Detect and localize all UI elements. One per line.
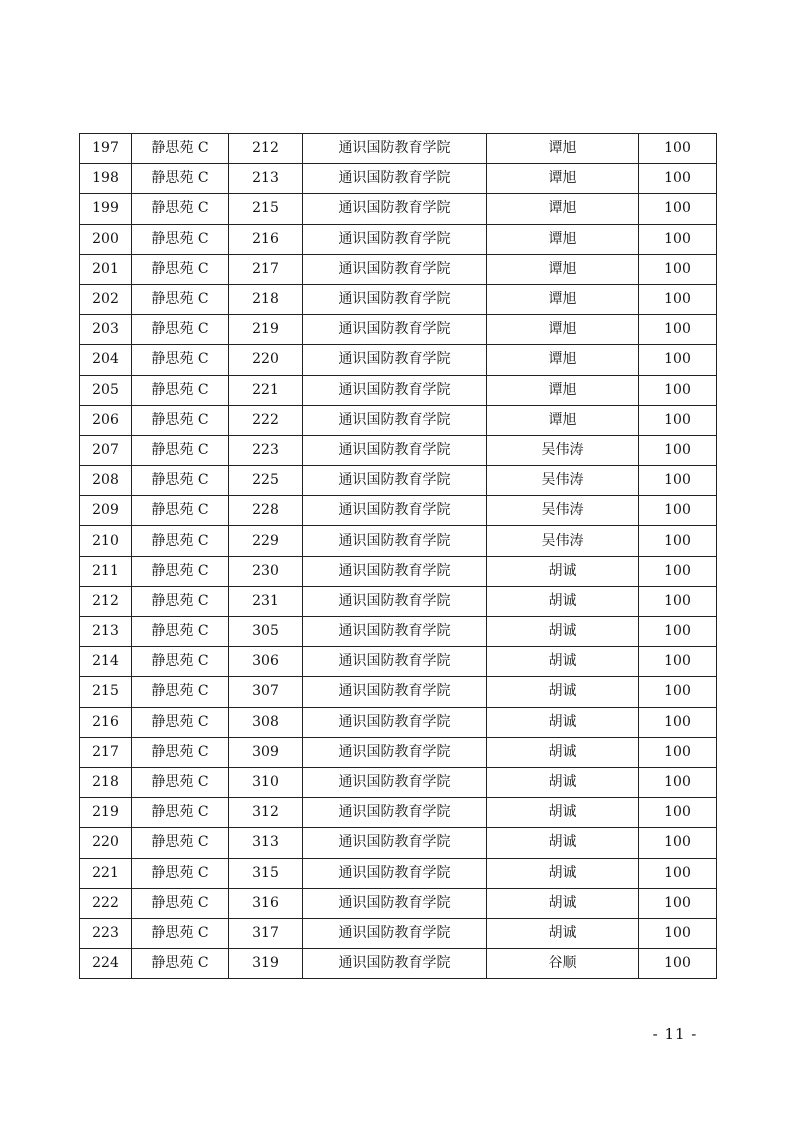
college-cell: 通识国防教育学院 xyxy=(303,466,487,496)
building-cell: 静思苑 C xyxy=(132,798,229,828)
building-cell: 静思苑 C xyxy=(132,345,229,375)
room-number-cell: 312 xyxy=(229,798,303,828)
building-cell: 静思苑 C xyxy=(132,134,229,164)
row-index-cell: 215 xyxy=(80,677,132,707)
score-cell: 100 xyxy=(639,858,717,888)
college-cell: 通识国防教育学院 xyxy=(303,254,487,284)
room-number-cell: 308 xyxy=(229,707,303,737)
score-cell: 100 xyxy=(639,647,717,677)
college-cell: 通识国防教育学院 xyxy=(303,949,487,979)
score-cell: 100 xyxy=(639,737,717,767)
score-cell: 100 xyxy=(639,345,717,375)
room-number-cell: 219 xyxy=(229,315,303,345)
score-cell: 100 xyxy=(639,526,717,556)
row-index-cell: 209 xyxy=(80,496,132,526)
counselor-cell: 吴伟涛 xyxy=(487,526,639,556)
building-cell: 静思苑 C xyxy=(132,405,229,435)
row-index-cell: 221 xyxy=(80,858,132,888)
row-index-cell: 201 xyxy=(80,254,132,284)
counselor-cell: 胡诚 xyxy=(487,617,639,647)
table-row xyxy=(80,828,717,858)
room-number-cell: 305 xyxy=(229,617,303,647)
row-index-cell: 214 xyxy=(80,647,132,677)
counselor-cell: 谭旭 xyxy=(487,134,639,164)
table-row xyxy=(80,526,717,556)
college-cell: 通识国防教育学院 xyxy=(303,194,487,224)
table-row xyxy=(80,586,717,616)
page-number: - 11 - xyxy=(652,1025,698,1043)
score-cell: 100 xyxy=(639,315,717,345)
row-index-cell: 205 xyxy=(80,375,132,405)
college-cell: 通识国防教育学院 xyxy=(303,918,487,948)
row-index-cell: 204 xyxy=(80,345,132,375)
row-index-cell: 198 xyxy=(80,164,132,194)
row-index-cell: 213 xyxy=(80,617,132,647)
row-index-cell: 210 xyxy=(80,526,132,556)
building-cell: 静思苑 C xyxy=(132,435,229,465)
score-cell: 100 xyxy=(639,375,717,405)
table-row xyxy=(80,284,717,314)
table-row xyxy=(80,375,717,405)
counselor-cell: 胡诚 xyxy=(487,586,639,616)
building-cell: 静思苑 C xyxy=(132,315,229,345)
college-cell: 通识国防教育学院 xyxy=(303,526,487,556)
table-row xyxy=(80,194,717,224)
building-cell: 静思苑 C xyxy=(132,526,229,556)
counselor-cell: 胡诚 xyxy=(487,647,639,677)
row-index-cell: 197 xyxy=(80,134,132,164)
college-cell: 通识国防教育学院 xyxy=(303,496,487,526)
table-row xyxy=(80,798,717,828)
row-index-cell: 202 xyxy=(80,284,132,314)
building-cell: 静思苑 C xyxy=(132,254,229,284)
room-number-cell: 306 xyxy=(229,647,303,677)
room-number-cell: 231 xyxy=(229,586,303,616)
counselor-cell: 吴伟涛 xyxy=(487,435,639,465)
score-cell: 100 xyxy=(639,918,717,948)
college-cell: 通识国防教育学院 xyxy=(303,435,487,465)
counselor-cell: 谭旭 xyxy=(487,254,639,284)
table-row xyxy=(80,224,717,254)
room-number-cell: 222 xyxy=(229,405,303,435)
score-cell: 100 xyxy=(639,435,717,465)
score-cell: 100 xyxy=(639,466,717,496)
table-row xyxy=(80,556,717,586)
room-number-cell: 313 xyxy=(229,828,303,858)
table-row xyxy=(80,466,717,496)
room-number-cell: 307 xyxy=(229,677,303,707)
row-index-cell: 218 xyxy=(80,767,132,797)
room-number-cell: 221 xyxy=(229,375,303,405)
room-number-cell: 217 xyxy=(229,254,303,284)
counselor-cell: 谭旭 xyxy=(487,284,639,314)
college-cell: 通识国防教育学院 xyxy=(303,617,487,647)
room-number-cell: 319 xyxy=(229,949,303,979)
table-row xyxy=(80,707,717,737)
building-cell: 静思苑 C xyxy=(132,888,229,918)
building-cell: 静思苑 C xyxy=(132,858,229,888)
row-index-cell: 222 xyxy=(80,888,132,918)
room-number-cell: 213 xyxy=(229,164,303,194)
table-row xyxy=(80,134,717,164)
building-cell: 静思苑 C xyxy=(132,737,229,767)
building-cell: 静思苑 C xyxy=(132,828,229,858)
college-cell: 通识国防教育学院 xyxy=(303,375,487,405)
score-cell: 100 xyxy=(639,405,717,435)
counselor-cell: 谭旭 xyxy=(487,164,639,194)
college-cell: 通识国防教育学院 xyxy=(303,345,487,375)
college-cell: 通识国防教育学院 xyxy=(303,315,487,345)
table-row xyxy=(80,315,717,345)
dormitory-score-table xyxy=(79,133,717,979)
building-cell: 静思苑 C xyxy=(132,466,229,496)
counselor-cell: 谭旭 xyxy=(487,315,639,345)
table-row xyxy=(80,737,717,767)
score-cell: 100 xyxy=(639,284,717,314)
score-cell: 100 xyxy=(639,224,717,254)
college-cell: 通识国防教育学院 xyxy=(303,284,487,314)
building-cell: 静思苑 C xyxy=(132,707,229,737)
row-index-cell: 199 xyxy=(80,194,132,224)
row-index-cell: 206 xyxy=(80,405,132,435)
score-cell: 100 xyxy=(639,828,717,858)
table-row xyxy=(80,858,717,888)
counselor-cell: 胡诚 xyxy=(487,888,639,918)
building-cell: 静思苑 C xyxy=(132,375,229,405)
building-cell: 静思苑 C xyxy=(132,496,229,526)
building-cell: 静思苑 C xyxy=(132,224,229,254)
college-cell: 通识国防教育学院 xyxy=(303,405,487,435)
row-index-cell: 208 xyxy=(80,466,132,496)
row-index-cell: 211 xyxy=(80,556,132,586)
room-number-cell: 309 xyxy=(229,737,303,767)
counselor-cell: 谭旭 xyxy=(487,224,639,254)
building-cell: 静思苑 C xyxy=(132,647,229,677)
score-cell: 100 xyxy=(639,586,717,616)
building-cell: 静思苑 C xyxy=(132,949,229,979)
counselor-cell: 谷顺 xyxy=(487,949,639,979)
college-cell: 通识国防教育学院 xyxy=(303,134,487,164)
college-cell: 通识国防教育学院 xyxy=(303,647,487,677)
counselor-cell: 谭旭 xyxy=(487,375,639,405)
score-cell: 100 xyxy=(639,134,717,164)
college-cell: 通识国防教育学院 xyxy=(303,888,487,918)
score-cell: 100 xyxy=(639,617,717,647)
counselor-cell: 胡诚 xyxy=(487,798,639,828)
room-number-cell: 315 xyxy=(229,858,303,888)
table-row xyxy=(80,617,717,647)
score-cell: 100 xyxy=(639,164,717,194)
room-number-cell: 316 xyxy=(229,888,303,918)
score-cell: 100 xyxy=(639,949,717,979)
counselor-cell: 谭旭 xyxy=(487,345,639,375)
building-cell: 静思苑 C xyxy=(132,617,229,647)
room-number-cell: 215 xyxy=(229,194,303,224)
table-row xyxy=(80,435,717,465)
room-number-cell: 229 xyxy=(229,526,303,556)
score-cell: 100 xyxy=(639,556,717,586)
table-row xyxy=(80,164,717,194)
table-row xyxy=(80,949,717,979)
table-row xyxy=(80,345,717,375)
college-cell: 通识国防教育学院 xyxy=(303,224,487,254)
counselor-cell: 胡诚 xyxy=(487,707,639,737)
room-number-cell: 216 xyxy=(229,224,303,254)
counselor-cell: 吴伟涛 xyxy=(487,496,639,526)
counselor-cell: 胡诚 xyxy=(487,677,639,707)
counselor-cell: 胡诚 xyxy=(487,828,639,858)
row-index-cell: 224 xyxy=(80,949,132,979)
row-index-cell: 203 xyxy=(80,315,132,345)
counselor-cell: 胡诚 xyxy=(487,767,639,797)
score-cell: 100 xyxy=(639,496,717,526)
row-index-cell: 216 xyxy=(80,707,132,737)
building-cell: 静思苑 C xyxy=(132,677,229,707)
table-row xyxy=(80,918,717,948)
room-number-cell: 230 xyxy=(229,556,303,586)
score-cell: 100 xyxy=(639,254,717,284)
counselor-cell: 胡诚 xyxy=(487,556,639,586)
row-index-cell: 212 xyxy=(80,586,132,616)
score-cell: 100 xyxy=(639,888,717,918)
college-cell: 通识国防教育学院 xyxy=(303,798,487,828)
score-cell: 100 xyxy=(639,677,717,707)
row-index-cell: 207 xyxy=(80,435,132,465)
room-number-cell: 310 xyxy=(229,767,303,797)
row-index-cell: 220 xyxy=(80,828,132,858)
college-cell: 通识国防教育学院 xyxy=(303,828,487,858)
score-cell: 100 xyxy=(639,707,717,737)
row-index-cell: 217 xyxy=(80,737,132,767)
table-row xyxy=(80,496,717,526)
building-cell: 静思苑 C xyxy=(132,918,229,948)
college-cell: 通识国防教育学院 xyxy=(303,164,487,194)
college-cell: 通识国防教育学院 xyxy=(303,677,487,707)
table-body xyxy=(80,134,717,979)
counselor-cell: 胡诚 xyxy=(487,858,639,888)
room-number-cell: 317 xyxy=(229,918,303,948)
table-row xyxy=(80,405,717,435)
college-cell: 通识国防教育学院 xyxy=(303,707,487,737)
score-cell: 100 xyxy=(639,194,717,224)
room-number-cell: 223 xyxy=(229,435,303,465)
table-row xyxy=(80,254,717,284)
counselor-cell: 谭旭 xyxy=(487,405,639,435)
building-cell: 静思苑 C xyxy=(132,556,229,586)
table-row xyxy=(80,647,717,677)
building-cell: 静思苑 C xyxy=(132,164,229,194)
room-number-cell: 228 xyxy=(229,496,303,526)
college-cell: 通识国防教育学院 xyxy=(303,586,487,616)
college-cell: 通识国防教育学院 xyxy=(303,858,487,888)
building-cell: 静思苑 C xyxy=(132,194,229,224)
counselor-cell: 胡诚 xyxy=(487,918,639,948)
college-cell: 通识国防教育学院 xyxy=(303,767,487,797)
room-number-cell: 225 xyxy=(229,466,303,496)
table-row xyxy=(80,677,717,707)
room-number-cell: 220 xyxy=(229,345,303,375)
table-row xyxy=(80,767,717,797)
row-index-cell: 223 xyxy=(80,918,132,948)
score-cell: 100 xyxy=(639,767,717,797)
college-cell: 通识国防教育学院 xyxy=(303,737,487,767)
room-number-cell: 212 xyxy=(229,134,303,164)
score-cell: 100 xyxy=(639,798,717,828)
building-cell: 静思苑 C xyxy=(132,767,229,797)
table-row xyxy=(80,888,717,918)
college-cell: 通识国防教育学院 xyxy=(303,556,487,586)
counselor-cell: 吴伟涛 xyxy=(487,466,639,496)
row-index-cell: 200 xyxy=(80,224,132,254)
building-cell: 静思苑 C xyxy=(132,586,229,616)
counselor-cell: 胡诚 xyxy=(487,737,639,767)
room-number-cell: 218 xyxy=(229,284,303,314)
building-cell: 静思苑 C xyxy=(132,284,229,314)
row-index-cell: 219 xyxy=(80,798,132,828)
counselor-cell: 谭旭 xyxy=(487,194,639,224)
